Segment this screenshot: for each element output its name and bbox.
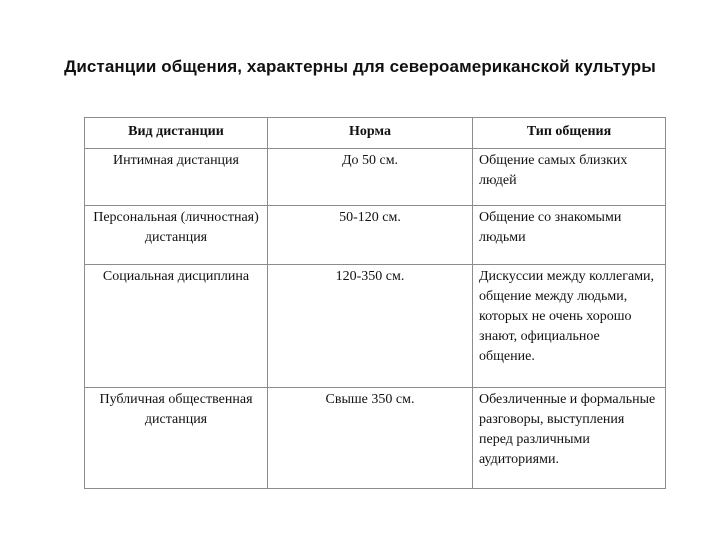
slide-title: Дистанции общения, характерны для североамериканской культуры [64,57,656,76]
distance-table [84,117,666,489]
cell-communication-type: Общение самых близких людей [473,149,666,206]
cell-distance-type: Публичная общественная дистанция [85,388,268,489]
header-communication-type: Тип общения [473,118,666,149]
table-header-row [85,118,666,149]
table-row [85,206,666,265]
table-row [85,388,666,489]
cell-norm: Свыше 350 см. [268,388,473,489]
cell-distance-type: Интимная дистанция [85,149,268,206]
cell-communication-type: Дискуссии между коллегами, общение между людьми, которых не очень хорошо знают, официальное общение. [473,265,666,388]
cell-norm: До 50 см. [268,149,473,206]
cell-communication-type: Общение со знакомыми людьми [473,206,666,265]
table-row [85,149,666,206]
cell-distance-type: Социальная дисциплина [85,265,268,388]
header-distance-type: Вид дистанции [85,118,268,149]
cell-norm: 50-120 см. [268,206,473,265]
cell-communication-type: Обезличенные и формальные разговоры, выступления перед различными аудиториями. [473,388,666,489]
cell-distance-type: Персональная (личностная) дистанция [85,206,268,265]
table-row [85,265,666,388]
header-norm: Норма [268,118,473,149]
cell-norm: 120-350 см. [268,265,473,388]
